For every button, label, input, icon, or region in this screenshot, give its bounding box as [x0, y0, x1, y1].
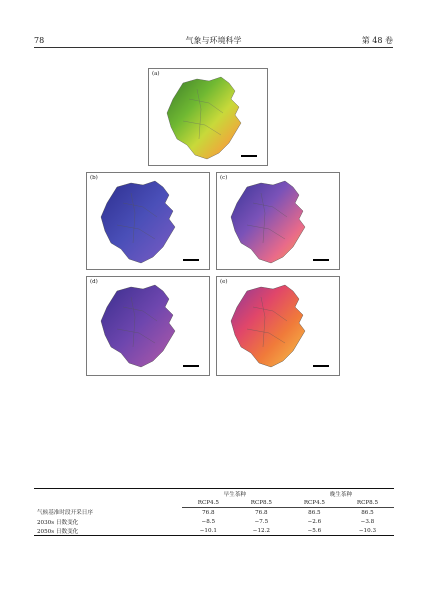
map-panel-c	[216, 172, 340, 270]
group-header-late: 晚生茶种	[288, 489, 394, 499]
zhejiang-map-d	[101, 285, 175, 367]
row-label: 气候基准时段开采日序	[37, 510, 93, 517]
scenario-header: RCP8.5	[235, 498, 288, 508]
zhejiang-map-b	[101, 181, 175, 263]
table-cell: 86.5	[361, 509, 374, 516]
table-cell: −10.1	[182, 526, 235, 536]
table-cell: 76.8	[202, 509, 215, 516]
zhejiang-map-c	[231, 181, 305, 263]
scale-bar-e	[313, 365, 329, 367]
scale-bar-c	[313, 259, 329, 261]
running-header	[34, 34, 393, 48]
row-label: 2030s 日数变化	[37, 519, 79, 526]
table-group-header	[34, 489, 394, 499]
group-header-early: 早生茶种	[182, 489, 288, 499]
table-col-header	[34, 489, 182, 508]
table-cell: −10.3	[341, 526, 394, 536]
figure-caption-en	[30, 405, 397, 449]
map-panel-d	[86, 276, 210, 376]
map-c-svg	[217, 173, 341, 271]
table-cell: −3.8	[360, 518, 375, 525]
volume-number: 第 48 卷	[361, 36, 393, 45]
table-cell: −5.6	[288, 526, 341, 536]
map-a-svg	[149, 69, 269, 167]
table-caption-cn	[30, 452, 397, 461]
map-d-svg	[87, 277, 211, 377]
panel-label-d: (d)	[90, 279, 98, 285]
zhejiang-map-a	[167, 77, 241, 159]
scenario-header: RCP4.5	[182, 498, 235, 508]
page-number: 78	[34, 36, 45, 45]
map-panel-e	[216, 276, 340, 376]
table-caption-en	[30, 463, 397, 481]
data-table	[34, 488, 394, 536]
table-cell: −2.6	[307, 518, 322, 525]
map-b-svg	[87, 173, 211, 271]
journal-title: 气象与环境科学	[185, 36, 242, 45]
panel-label-e: (e)	[220, 279, 228, 285]
table-cell: −12.2	[235, 526, 288, 536]
table-cell: 76.8	[255, 509, 268, 516]
scenario-header: RCP8.5	[341, 498, 394, 508]
figure-4	[86, 68, 340, 380]
table-row	[34, 526, 394, 536]
figure-caption-cn	[30, 384, 397, 402]
row-label: 2050s 日数变化	[34, 526, 182, 536]
scenario-header: RCP4.5	[288, 498, 341, 508]
scale-bar-d	[183, 365, 199, 367]
scale-bar-a	[241, 155, 257, 157]
continuation-paragraph	[40, 54, 390, 64]
zhejiang-map-e	[231, 285, 305, 367]
table-cell: −7.5	[254, 518, 269, 525]
scale-bar-b	[183, 259, 199, 261]
table-cell: −8.5	[201, 518, 216, 525]
table-row	[34, 517, 394, 526]
map-panel-a	[148, 68, 268, 166]
table-row	[34, 508, 394, 518]
table-cell: 86.5	[308, 509, 321, 516]
map-panel-b	[86, 172, 210, 270]
map-e-svg	[217, 277, 341, 377]
panel-label-b: (b)	[90, 175, 98, 181]
panel-label-c: (c)	[220, 175, 228, 181]
panel-label-a: (a)	[152, 71, 160, 77]
